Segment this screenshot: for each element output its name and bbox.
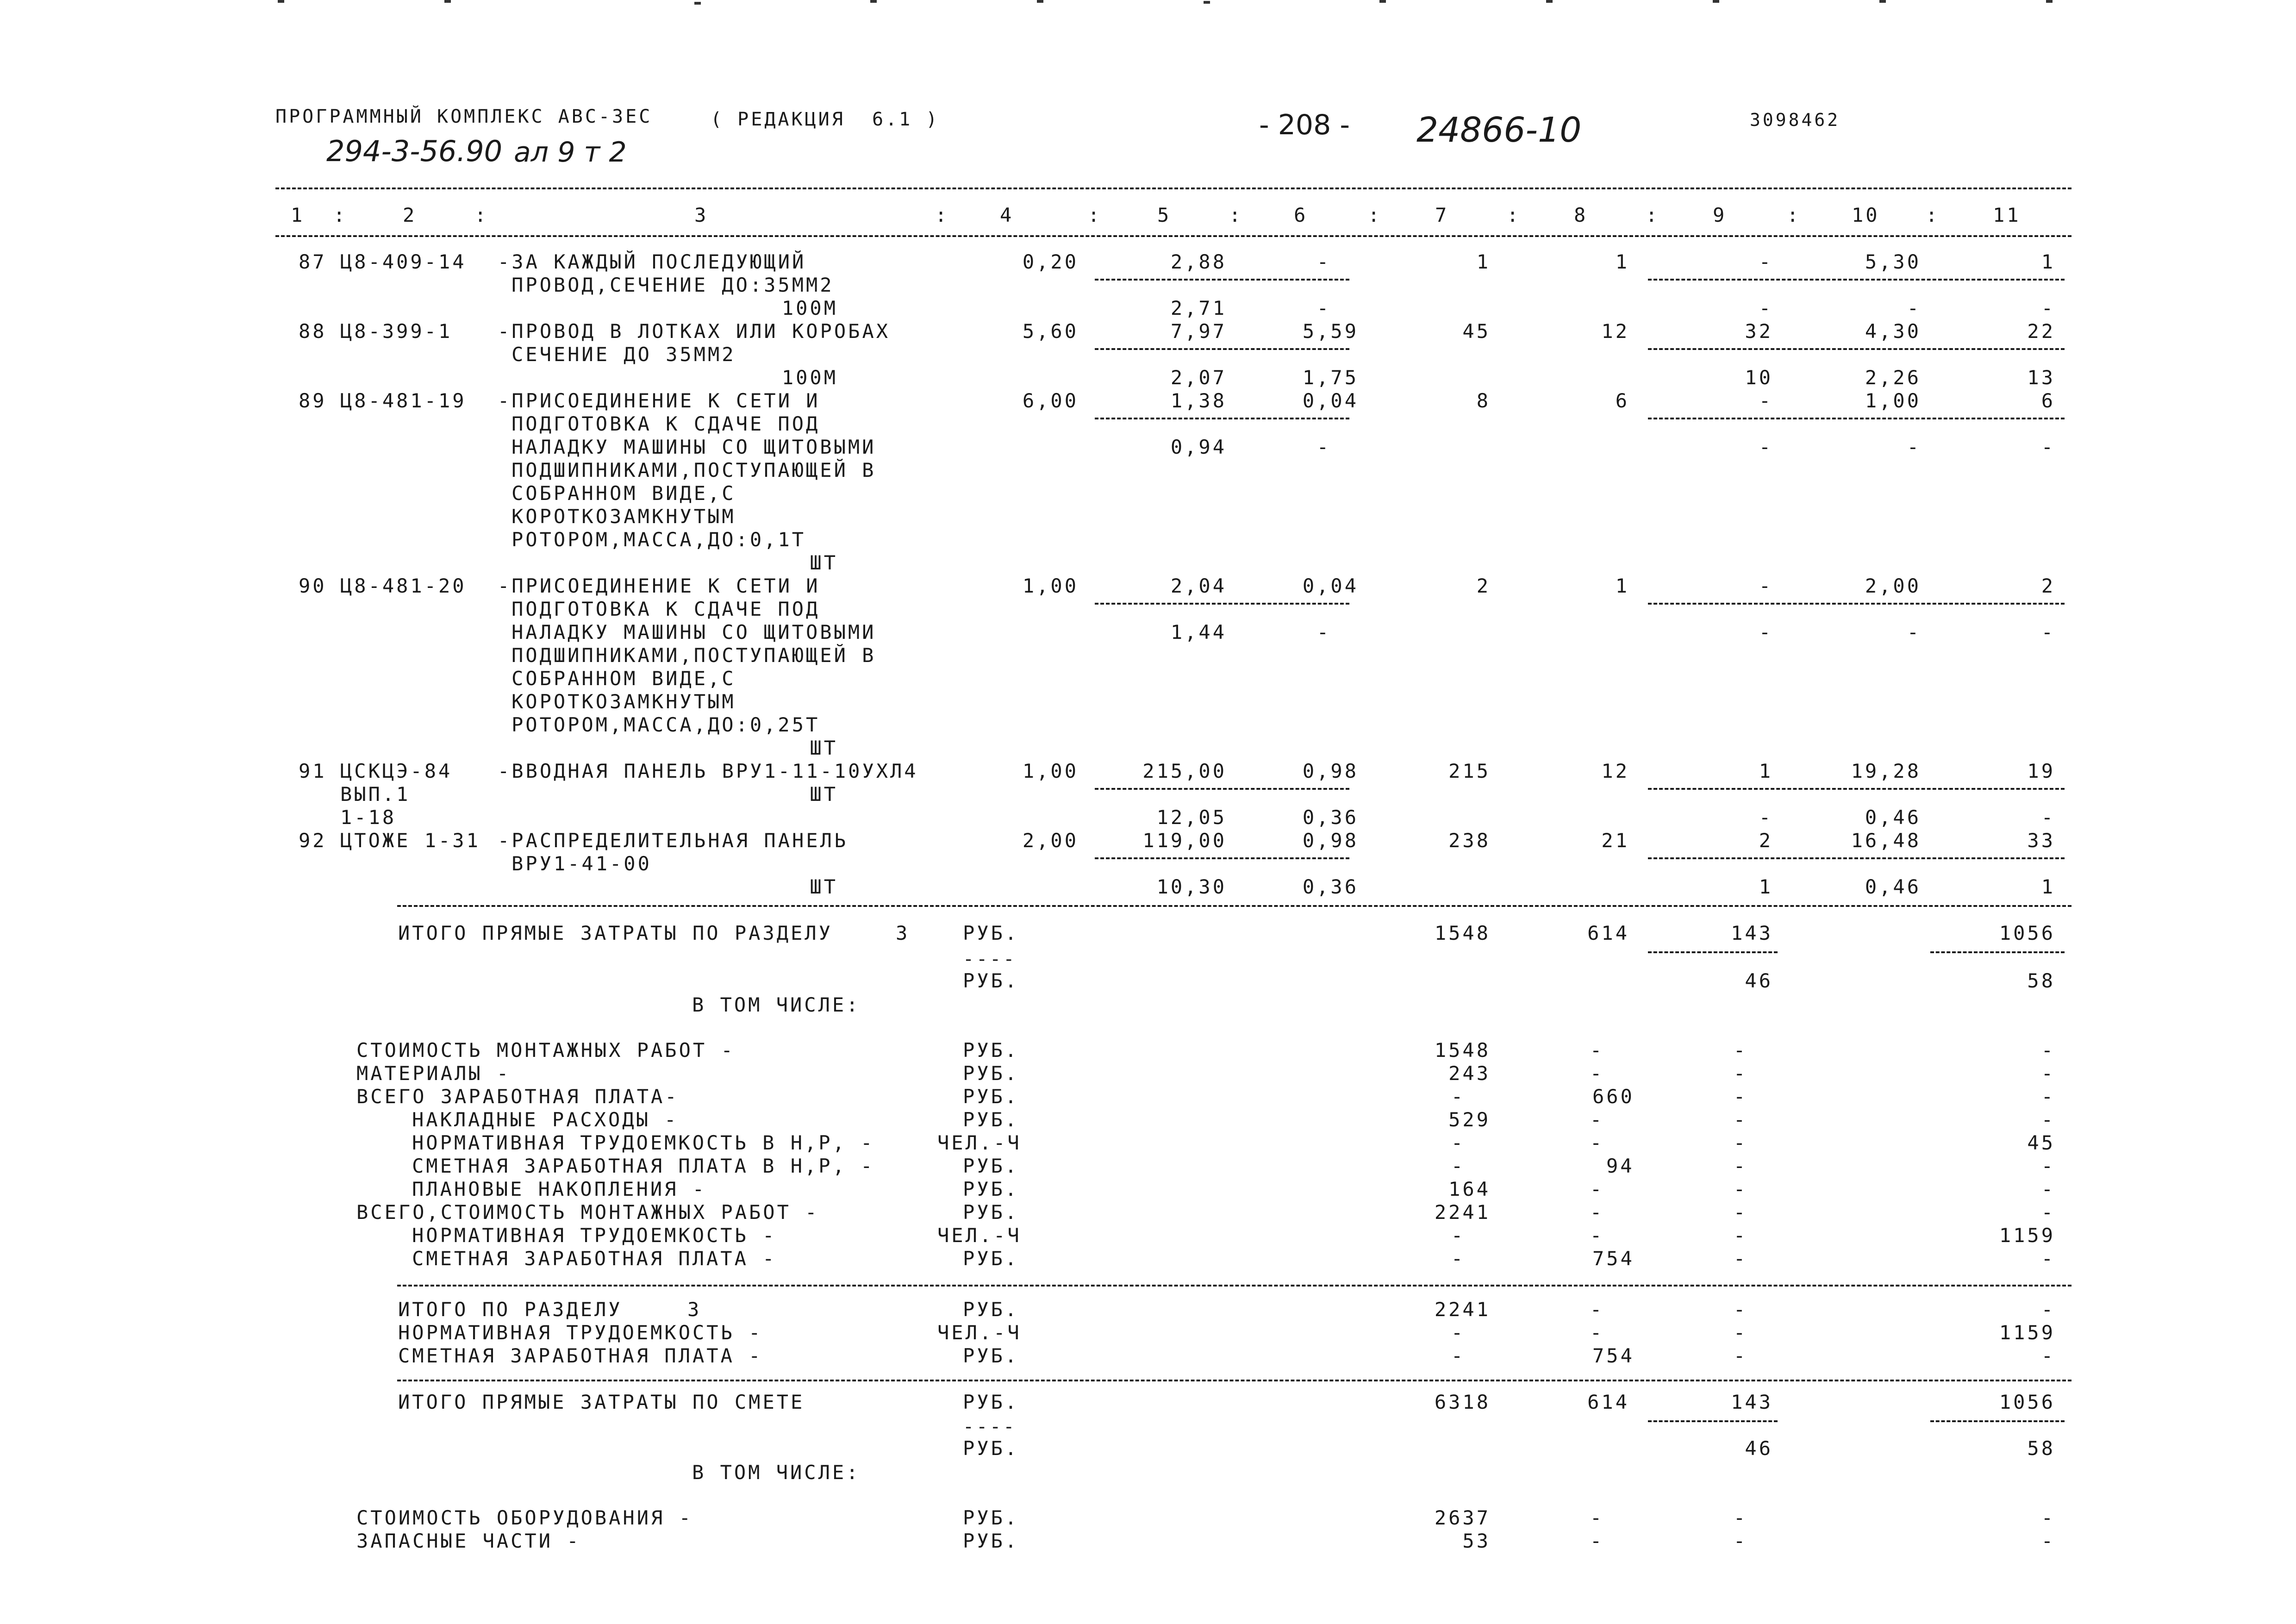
- section-number: 3: [687, 1298, 702, 1321]
- total-machines: -: [1759, 250, 1773, 273]
- value: -: [1590, 1298, 1604, 1321]
- value: -: [1590, 1506, 1604, 1529]
- quantity: 1,00: [1022, 760, 1079, 782]
- value: -: [1590, 1131, 1604, 1154]
- unit: РУБ.: [963, 1344, 1019, 1367]
- unit-cost: 2,88: [1170, 250, 1227, 273]
- value: -: [1451, 1321, 1466, 1344]
- col-10: 10: [1852, 204, 1880, 226]
- total-machines-wage: -: [1759, 436, 1773, 458]
- unit-labour-machines: 2,26: [1865, 366, 1921, 389]
- unit-labour: 4,30: [1865, 320, 1921, 343]
- unit: РУБ.: [963, 1530, 1019, 1552]
- col-9: 9: [1713, 204, 1727, 226]
- work-description: -РАСПРЕДЕЛИТЕЛЬНАЯ ПАНЕЛЬ: [498, 829, 849, 852]
- rate-code: Ц8-481-20: [340, 575, 467, 597]
- unit-cost: 119,00: [1142, 829, 1227, 852]
- total-machines: -: [1759, 389, 1773, 412]
- total-cost: 2: [1476, 575, 1491, 597]
- unit-wage: 0,94: [1170, 436, 1227, 458]
- value: -: [1590, 1108, 1604, 1131]
- unit: РУБ.: [963, 1178, 1019, 1200]
- value: -: [1733, 1039, 1748, 1062]
- rule: [1095, 857, 1349, 859]
- value: -: [1451, 1085, 1466, 1108]
- value: -: [1451, 1155, 1466, 1177]
- total-cost: 238: [1448, 829, 1491, 852]
- value: 529: [1448, 1108, 1491, 1131]
- total-machines-wage: -: [1759, 621, 1773, 643]
- document-code: 3098462: [1750, 110, 1841, 130]
- value: -: [1733, 1201, 1748, 1224]
- col-5: 5: [1157, 204, 1172, 226]
- unit-cost: 7,97: [1170, 320, 1227, 343]
- value: -: [2041, 1155, 2055, 1177]
- work-description: ПРОВОД,СЕЧЕНИЕ ДО:35ММ2: [512, 274, 834, 296]
- row-number: 91: [299, 760, 327, 782]
- total-labour-machines: 1: [2041, 875, 2055, 898]
- unit-machines: 0,98: [1302, 760, 1359, 782]
- rule: [1648, 603, 2065, 605]
- unit: ШТ: [810, 783, 838, 806]
- total-wage: 614: [1587, 1391, 1629, 1413]
- unit-machines-wage: -: [1316, 297, 1331, 319]
- value: 754: [1592, 1247, 1635, 1270]
- item-label: СМЕТНАЯ ЗАРАБОТНАЯ ПЛАТА -: [398, 1344, 763, 1367]
- unit-labour-machines: 0,46: [1865, 875, 1921, 898]
- total-labour-machines: 58: [2027, 1437, 2055, 1460]
- value: -: [1590, 1321, 1604, 1344]
- col-6: 6: [1294, 204, 1308, 226]
- col-sep: :: [935, 204, 949, 226]
- col-11: 11: [1993, 204, 2021, 226]
- value: 754: [1592, 1344, 1635, 1367]
- row-number: 92: [299, 829, 327, 852]
- total-labour: 1: [2041, 250, 2055, 273]
- page-number: - 208 -: [1259, 109, 1350, 141]
- item-label: ЗАПАСНЫЕ ЧАСТИ -: [356, 1530, 581, 1552]
- value: 1548: [1434, 1039, 1491, 1062]
- unit: РУБ.: [963, 1039, 1019, 1062]
- unit-machines-wage: 1,75: [1302, 366, 1359, 389]
- value: 53: [1462, 1530, 1491, 1552]
- work-description: КОРОТКОЗАМКНУТЫМ: [512, 505, 736, 528]
- work-description: -ПРИСОЕДИНЕНИЕ К СЕТИ И: [498, 575, 820, 597]
- total-machines-wage: 46: [1745, 1437, 1773, 1460]
- rule: [1930, 1420, 2065, 1422]
- unit: 100М: [781, 297, 838, 319]
- col-sep: :: [1507, 204, 1521, 226]
- col-7: 7: [1435, 204, 1449, 226]
- total-labour: 33: [2027, 829, 2055, 852]
- unit: РУБ.: [963, 1085, 1019, 1108]
- unit-wage: 2,07: [1170, 366, 1227, 389]
- program-name: ПРОГРАММНЫЙ КОМПЛЕКС АВС-3ЕС: [275, 106, 653, 127]
- col-sep: :: [1229, 204, 1243, 226]
- unit-machines: 0,04: [1302, 575, 1359, 597]
- unit-wage: 12,05: [1156, 806, 1227, 829]
- unit-labour-machines: -: [1907, 621, 1921, 643]
- rate-code: Ц8-409-14: [340, 250, 467, 273]
- value: -: [2041, 1530, 2055, 1552]
- work-description: -ПРИСОЕДИНЕНИЕ К СЕТИ И: [498, 389, 820, 412]
- value: -: [1733, 1321, 1748, 1344]
- value: -: [2041, 1108, 2055, 1131]
- total-machines: 143: [1731, 922, 1773, 944]
- unit-labour-machines: -: [1907, 436, 1921, 458]
- value: -: [1451, 1131, 1466, 1154]
- value: -: [1451, 1247, 1466, 1270]
- unit: РУБ.: [963, 1506, 1019, 1529]
- item-label: НОРМАТИВНАЯ ТРУДОЕМКОСТЬ -: [398, 1321, 763, 1344]
- col-1: 1: [291, 204, 305, 226]
- value: -: [1733, 1224, 1748, 1247]
- work-description: ПОДГОТОВКА К СДАЧЕ ПОД: [512, 412, 820, 435]
- unit: ШТ: [810, 875, 838, 898]
- value: -: [1733, 1062, 1748, 1085]
- total-machines-wage: -: [1759, 806, 1773, 829]
- value: -: [2041, 1201, 2055, 1224]
- item-label: СТОИМОСТЬ МОНТАЖНЫХ РАБОТ -: [356, 1039, 735, 1062]
- unit: РУБ.: [963, 1155, 1019, 1177]
- unit: РУБ.: [963, 1062, 1019, 1085]
- col-sep: :: [1646, 204, 1660, 226]
- total-labour-machines: 13: [2027, 366, 2055, 389]
- value: -: [1590, 1039, 1604, 1062]
- value: -: [2041, 1506, 2055, 1529]
- unit: ШТ: [810, 551, 838, 574]
- value: -: [2041, 1247, 2055, 1270]
- rule: [275, 187, 2071, 189]
- unit-machines-wage: 0,36: [1302, 806, 1359, 829]
- rule: [1648, 348, 2065, 350]
- value: -: [1733, 1131, 1748, 1154]
- unit-labour: 1,00: [1865, 389, 1921, 412]
- unit-labour: 2,00: [1865, 575, 1921, 597]
- total-labour-machines: -: [2041, 621, 2055, 643]
- value: -: [2041, 1062, 2055, 1085]
- work-description: НАЛАДКУ МАШИНЫ СО ЩИТОВЫМИ: [512, 621, 876, 643]
- value: -: [1451, 1344, 1466, 1367]
- value: -: [1733, 1085, 1748, 1108]
- rule: [1648, 1420, 1778, 1422]
- unit: РУБ.: [963, 969, 1019, 992]
- total-machines: 1: [1759, 760, 1773, 782]
- unit: ЧЕЛ.-Ч: [937, 1321, 1022, 1344]
- value: -: [1733, 1344, 1748, 1367]
- value: -: [1590, 1530, 1604, 1552]
- work-description: ПОДГОТОВКА К СДАЧЕ ПОД: [512, 598, 820, 620]
- quantity: 6,00: [1022, 389, 1079, 412]
- total-machines: 2: [1759, 829, 1773, 852]
- col-sep: :: [1368, 204, 1382, 226]
- rule: [275, 235, 2071, 237]
- total-labour-machines: -: [2041, 297, 2055, 319]
- value: -: [1733, 1506, 1748, 1529]
- total-labour-machines: 58: [2027, 969, 2055, 992]
- unit-machines: 0,98: [1302, 829, 1359, 852]
- rule: [397, 1380, 2071, 1381]
- unit: ЧЕЛ.-Ч: [937, 1224, 1022, 1247]
- handwritten-album: ал 9 т 2: [514, 136, 627, 169]
- rule: [1648, 951, 1778, 953]
- unit: РУБ.: [963, 1298, 1019, 1321]
- unit-cost: 215,00: [1142, 760, 1227, 782]
- item-label: ПЛАНОВЫЕ НАКОПЛЕНИЯ -: [412, 1178, 707, 1200]
- row-number: 87: [299, 250, 327, 273]
- in-total-label: В ТОМ ЧИСЛЕ:: [692, 1461, 861, 1484]
- row-number: 89: [299, 389, 327, 412]
- unit-machines: 5,59: [1302, 320, 1359, 343]
- unit: РУБ.: [963, 922, 1019, 944]
- quantity: 5,60: [1022, 320, 1079, 343]
- row-number: 88: [299, 320, 327, 343]
- item-label: НАКЛАДНЫЕ РАСХОДЫ -: [412, 1108, 679, 1131]
- value: -: [1733, 1108, 1748, 1131]
- quantity: 2,00: [1022, 829, 1079, 852]
- rate-code: ЦСКЦЭ-84: [340, 760, 453, 782]
- rate-code: Ц8-399-1: [340, 320, 453, 343]
- value: -: [2041, 1178, 2055, 1200]
- rule: [397, 1285, 2071, 1287]
- col-sep: :: [474, 204, 489, 226]
- total-machines: 32: [1745, 320, 1773, 343]
- rate-code: Ц8-481-19: [340, 389, 467, 412]
- handwritten-project: 294-3-56.90: [326, 134, 503, 168]
- total-wage: 12: [1601, 760, 1629, 782]
- unit: РУБ.: [963, 1437, 1019, 1460]
- unit: РУБ.: [963, 1247, 1019, 1270]
- item-label: МАТЕРИАЛЫ -: [356, 1062, 511, 1085]
- handwritten-number: 24866-10: [1416, 110, 1582, 150]
- total-labour: 6: [2041, 389, 2055, 412]
- work-description: -ВВОДНАЯ ПАНЕЛЬ ВРУ1-11-10УХЛ4: [498, 760, 918, 782]
- section-total-label: ИТОГО ПРЯМЫЕ ЗАТРАТЫ ПО РАЗДЕЛУ: [398, 922, 833, 944]
- item-label: ИТОГО ПО РАЗДЕЛУ: [398, 1298, 623, 1321]
- unit-cost: 1,38: [1170, 389, 1227, 412]
- work-description: СОБРАННОМ ВИДЕ,С: [512, 482, 736, 505]
- dash-mark: ----: [963, 1416, 1017, 1437]
- total-wage: 12: [1601, 320, 1629, 343]
- value: -: [2041, 1085, 2055, 1108]
- rule: [1648, 788, 2065, 790]
- value: 45: [2027, 1131, 2055, 1154]
- rate-code: ВЫП.1: [340, 783, 411, 806]
- total-cost: 8: [1476, 389, 1491, 412]
- rule: [1095, 279, 1349, 281]
- work-description: РОТОРОМ,МАССА,ДО:0,25Т: [512, 713, 820, 736]
- col-2: 2: [403, 204, 417, 226]
- value: -: [1733, 1155, 1748, 1177]
- total-wage: 21: [1601, 829, 1629, 852]
- value: -: [2041, 1344, 2055, 1367]
- value: -: [1590, 1224, 1604, 1247]
- rate-code: 1-18: [340, 806, 397, 829]
- unit-labour: 5,30: [1865, 250, 1921, 273]
- unit: 100М: [781, 366, 838, 389]
- rule: [1648, 418, 2065, 419]
- value: -: [1451, 1224, 1466, 1247]
- item-label: ВСЕГО ЗАРАБОТНАЯ ПЛАТА-: [356, 1085, 679, 1108]
- value: 2241: [1434, 1201, 1491, 1224]
- total-machines-wage: 46: [1745, 969, 1773, 992]
- value: -: [1733, 1178, 1748, 1200]
- value: -: [1590, 1178, 1604, 1200]
- work-description: -ЗА КАЖДЫЙ ПОСЛЕДУЮЩИЙ: [498, 250, 806, 273]
- total-labour: 19: [2027, 760, 2055, 782]
- total-cost: 1: [1476, 250, 1491, 273]
- value: 2637: [1434, 1506, 1491, 1529]
- total-labour: 1056: [1999, 922, 2055, 944]
- unit-labour-machines: -: [1907, 297, 1921, 319]
- total-machines: -: [1759, 575, 1773, 597]
- value: -: [1733, 1530, 1748, 1552]
- item-label: НОРМАТИВНАЯ ТРУДОЕМКОСТЬ В Н,Р, -: [412, 1131, 875, 1154]
- work-description: РОТОРОМ,МАССА,ДО:0,1Т: [512, 528, 806, 551]
- col-3: 3: [694, 204, 709, 226]
- dash-mark: ----: [963, 949, 1017, 970]
- value: 1159: [1999, 1321, 2055, 1344]
- rate-code: ЦТОЖЕ 1-31: [340, 829, 480, 852]
- col-8: 8: [1574, 204, 1588, 226]
- total-wage: 1: [1615, 575, 1629, 597]
- rule: [1095, 603, 1349, 605]
- total-labour: 1056: [1999, 1391, 2055, 1413]
- value: 660: [1592, 1085, 1635, 1108]
- unit-wage: 2,71: [1170, 297, 1227, 319]
- unit-wage: 10,30: [1156, 875, 1227, 898]
- total-wage: 1: [1615, 250, 1629, 273]
- total-cost: 215: [1448, 760, 1491, 782]
- item-label: НОРМАТИВНАЯ ТРУДОЕМКОСТЬ -: [412, 1224, 777, 1247]
- col-sep: :: [1926, 204, 1940, 226]
- unit-labour-machines: 0,46: [1865, 806, 1921, 829]
- rule: [1095, 348, 1349, 350]
- rule: [397, 905, 2071, 907]
- col-4: 4: [1000, 204, 1014, 226]
- rule: [1648, 857, 2065, 859]
- total-labour: 2: [2041, 575, 2055, 597]
- unit: ЧЕЛ.-Ч: [937, 1131, 1022, 1154]
- total-cost: 1548: [1434, 922, 1491, 944]
- item-label: ВСЕГО,СТОИМОСТЬ МОНТАЖНЫХ РАБОТ -: [356, 1201, 819, 1224]
- unit-labour: 16,48: [1851, 829, 1921, 852]
- total-machines-wage: 10: [1745, 366, 1773, 389]
- value: 2241: [1434, 1298, 1491, 1321]
- value: -: [1590, 1062, 1604, 1085]
- work-description: КОРОТКОЗАМКНУТЫМ: [512, 690, 736, 713]
- unit: РУБ.: [963, 1108, 1019, 1131]
- col-sep: :: [333, 204, 348, 226]
- value: 164: [1448, 1178, 1491, 1200]
- row-number: 90: [299, 575, 327, 597]
- value: -: [2041, 1298, 2055, 1321]
- value: -: [2041, 1039, 2055, 1062]
- item-label: СМЕТНАЯ ЗАРАБОТНАЯ ПЛАТА В Н,Р, -: [412, 1155, 875, 1177]
- unit: РУБ.: [963, 1201, 1019, 1224]
- unit-labour: 19,28: [1851, 760, 1921, 782]
- rule: [1930, 951, 2065, 953]
- col-sep: :: [1787, 204, 1801, 226]
- quantity: 1,00: [1022, 575, 1079, 597]
- work-description: ПОДШИПНИКАМИ,ПОСТУПАЮЩЕЙ В: [512, 644, 876, 667]
- unit: ШТ: [810, 737, 838, 759]
- work-description: НАЛАДКУ МАШИНЫ СО ЩИТОВЫМИ: [512, 436, 876, 458]
- value: 243: [1448, 1062, 1491, 1085]
- unit-machines: 0,04: [1302, 389, 1359, 412]
- estimate-total-label: ИТОГО ПРЯМЫЕ ЗАТРАТЫ ПО СМЕТЕ: [398, 1391, 805, 1413]
- total-machines-wage: 1: [1759, 875, 1773, 898]
- rule: [1648, 279, 2065, 281]
- unit-cost: 2,04: [1170, 575, 1227, 597]
- total-labour-machines: -: [2041, 436, 2055, 458]
- total-labour-machines: -: [2041, 806, 2055, 829]
- program-edition: ( РЕДАКЦИЯ 6.1 ): [711, 109, 940, 130]
- total-machines-wage: -: [1759, 297, 1773, 319]
- section-number: 3: [896, 922, 910, 944]
- in-total-label: В ТОМ ЧИСЛЕ:: [692, 993, 861, 1016]
- unit-wage: 1,44: [1170, 621, 1227, 643]
- unit-machines-wage: -: [1316, 621, 1331, 643]
- rule: [1095, 418, 1349, 419]
- rule: [1095, 788, 1349, 790]
- total-machines: 143: [1731, 1391, 1773, 1413]
- value: -: [1733, 1247, 1748, 1270]
- value: -: [1590, 1201, 1604, 1224]
- total-wage: 6: [1615, 389, 1629, 412]
- total-cost: 6318: [1434, 1391, 1491, 1413]
- quantity: 0,20: [1022, 250, 1079, 273]
- item-label: СТОИМОСТЬ ОБОРУДОВАНИЯ -: [356, 1506, 693, 1529]
- unit: РУБ.: [963, 1391, 1019, 1413]
- value: 94: [1606, 1155, 1635, 1177]
- unit-machines-wage: 0,36: [1302, 875, 1359, 898]
- work-description: ВРУ1-41-00: [512, 852, 652, 875]
- item-label: СМЕТНАЯ ЗАРАБОТНАЯ ПЛАТА -: [412, 1247, 777, 1270]
- work-description: -ПРОВОД В ЛОТКАХ ИЛИ КОРОБАХ: [498, 320, 891, 343]
- total-wage: 614: [1587, 922, 1629, 944]
- total-cost: 45: [1462, 320, 1491, 343]
- total-labour: 22: [2027, 320, 2055, 343]
- value: 1159: [1999, 1224, 2055, 1247]
- work-description: СЕЧЕНИЕ ДО 35ММ2: [512, 343, 736, 366]
- col-sep: :: [1088, 204, 1102, 226]
- unit-machines-wage: -: [1316, 436, 1331, 458]
- work-description: ПОДШИПНИКАМИ,ПОСТУПАЮЩЕЙ В: [512, 459, 876, 481]
- work-description: СОБРАННОМ ВИДЕ,С: [512, 667, 736, 690]
- value: -: [1733, 1298, 1748, 1321]
- unit-machines: -: [1316, 250, 1331, 273]
